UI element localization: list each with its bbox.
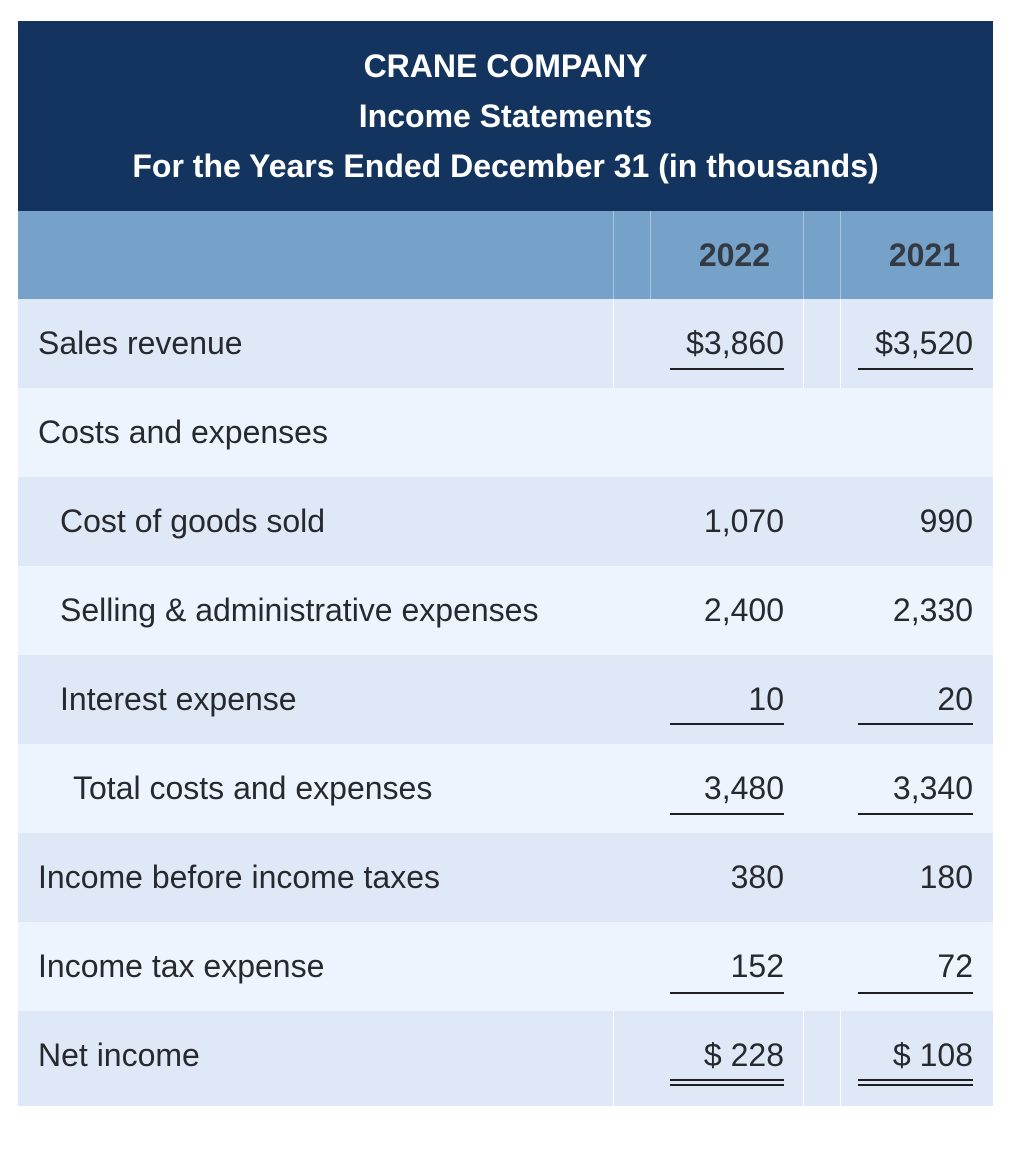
- value-2022: 2,400: [703, 592, 784, 628]
- row-label-interest-expense: Interest expense: [60, 681, 297, 717]
- value-2022: 10: [748, 681, 784, 717]
- column-header-row: [18, 211, 993, 299]
- income-statement-table: [18, 21, 993, 1106]
- column-header-2021: 2021: [888, 237, 960, 273]
- table-row: [18, 566, 993, 655]
- statement-header: [18, 21, 993, 211]
- underline: [670, 992, 784, 994]
- value-2022: [668, 388, 784, 477]
- value-2021: 72: [937, 948, 973, 984]
- table-row: [18, 477, 993, 566]
- value-2021: 3,340: [892, 770, 973, 806]
- double-underline: [670, 1084, 784, 1086]
- row-label-income-tax-expense: Income tax expense: [38, 948, 325, 984]
- row-label-selling-administrative: Selling & administrative expenses: [60, 592, 539, 628]
- value-2021: $ 108: [892, 1037, 973, 1073]
- value-2022: $3,860: [686, 325, 784, 361]
- double-underline: [858, 1084, 973, 1086]
- row-label-sales-revenue: Sales revenue: [38, 325, 243, 361]
- table-row: [18, 299, 993, 388]
- underline: [858, 992, 973, 994]
- statement-period: For the Years Ended December 31 (in thousands): [132, 148, 879, 184]
- value-2022: 3,480: [703, 770, 784, 806]
- column-header-2022: 2022: [698, 237, 770, 273]
- row-label-costs-and-expenses: Costs and expenses: [38, 414, 328, 450]
- table-row: [18, 833, 993, 922]
- double-underline: [670, 1079, 784, 1081]
- table-row: [18, 1011, 993, 1106]
- value-2021: 990: [919, 503, 973, 539]
- table-row: [18, 655, 993, 744]
- value-2021: 20: [937, 681, 973, 717]
- underline: [858, 368, 973, 370]
- double-underline: [858, 1079, 973, 1081]
- value-2021: 180: [919, 859, 973, 895]
- value-2022: $ 228: [703, 1037, 784, 1073]
- statement-title: Income Statements: [358, 98, 653, 134]
- company-name: CRANE COMPANY: [363, 48, 648, 84]
- row-label-income-before-taxes: Income before income taxes: [38, 859, 440, 895]
- value-2022: 152: [730, 948, 784, 984]
- table-row: [18, 388, 993, 477]
- underline: [858, 813, 973, 815]
- underline: [670, 368, 784, 370]
- value-2021: $3,520: [875, 325, 973, 361]
- table-row: [18, 744, 993, 833]
- row-label-cost-of-goods-sold: Cost of goods sold: [60, 503, 326, 539]
- row-label-net-income: Net income: [38, 1037, 200, 1073]
- underline: [670, 813, 784, 815]
- underline: [858, 723, 973, 725]
- value-2021: 2,330: [892, 592, 973, 628]
- row-label-total-costs: Total costs and expenses: [73, 770, 433, 806]
- value-2022: 380: [730, 859, 784, 895]
- value-2022: 1,070: [703, 503, 784, 539]
- value-2021: [858, 388, 973, 477]
- underline: [670, 723, 784, 725]
- table-row: [18, 922, 993, 1011]
